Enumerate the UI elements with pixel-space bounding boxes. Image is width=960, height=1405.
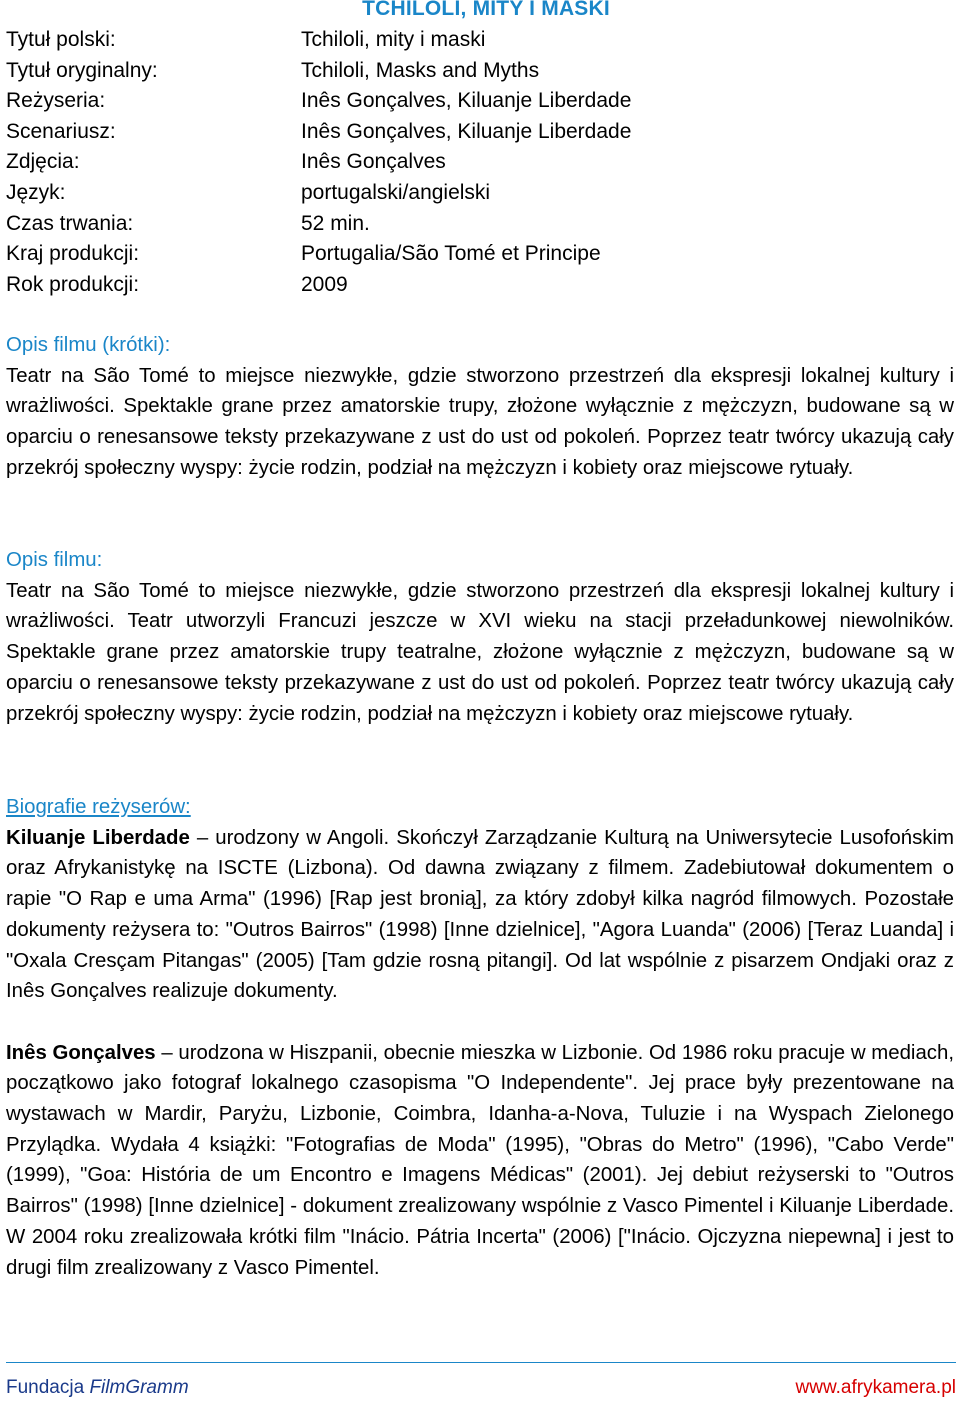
meta-row-language bbox=[6, 178, 954, 209]
meta-label: Tytuł polski: bbox=[6, 28, 116, 51]
bio-ines-name: Inês Gonçalves bbox=[6, 1041, 156, 1064]
meta-label: Scenariusz: bbox=[6, 119, 116, 143]
meta-value: 2009 bbox=[301, 272, 348, 296]
short-description-text: Teatr na São Tomé to miejsce niezwykłe, gdzie stworzono przestrzeń dla ekspresji lokalnej kultury i wrażliwości. Spektakle grane przez amatorskie trupy, złożone wyłącznie z mężczyzn, budowane są w oparciu o renesansowe teksty przekazywane z ust do ust od pokoleń. Poprzez teatr twórcy ukazują cały przekrój społeczny wyspy: życie rodzin, podział na mężczyzn i kobiety oraz miejscowe rytuały. bbox=[6, 364, 954, 479]
document-title: TCHILOLI, MITY I MASKI bbox=[362, 0, 610, 20]
short-description-heading: Opis filmu (krótki): bbox=[6, 334, 171, 356]
meta-value: Portugalia/São Tomé et Principe bbox=[301, 242, 601, 266]
meta-label: Czas trwania: bbox=[6, 211, 134, 235]
bio-ines-text: – urodzona w Hiszpanii, obecnie mieszka w Lizbonie. Od 1986 roku pracuje w mediach, początkowo jako fotograf lokalnego czasopisma "O Independente". Jej prace były prezentowane na wystawach w Mardir, Paryżu, Lizbonie, Coimbra, Idanha-a-Nova, Tuluzie i na Wyspach Zielonego Przylądka. Wydała 4 książki: "Fotografias de Moda" (1995), "Obras do Metro" (1996), "Cabo Verde" (1999), "Goa: História de um Encontro e Imagens Médicas" (2001). Jej debiut reżyserski to "Outros Bairros" (1998) [Inne dzielnice] - dokument zrealizowany wspólnie z Vasco Pimentel i Kiluanje Liberdade. W 2004 roku zrealizowała krótki film "Inácio. Pátria Incerta" (2006) ["Inácio. Ojczyzna niepewna] i jest to drugi film zrealizowany z Vasco Pimentel. bbox=[6, 1041, 954, 1279]
meta-value: Tchiloli, mity i maski bbox=[301, 28, 486, 51]
biographies-heading: Biografie reżyserów: bbox=[6, 796, 191, 818]
footer-website-link[interactable]: www.afrykamera.pl bbox=[795, 1377, 956, 1398]
long-description-section bbox=[6, 545, 954, 729]
bio-kiluanje-text: – urodzony w Angoli. Skończył Zarządzanie Kulturą na Uniwersytecie Lusofońskim oraz Afrykanistykę na ISCTE (Lizbona). Od dawna związany z filmem. Zadebiutował dokumentem o rapie "O Rap e uma Arma" (1996) [Rap jest bronią], za który zdobył kilka nagród filmowych. Pozostałe dokumenty reżysera to: "Outros Bairros" (1998) [Inne dzielnice], "Agora Luanda" (2006) [Teraz Luanda] i "Oxala Cresçam Pitangas" (2005) [Tam gdzie rosną pitangi]. Od lat wspólnie z pisarzem Ondjaki oraz z Inês Gonçalves realizuje dokumenty. bbox=[6, 826, 954, 1003]
meta-value: 52 min. bbox=[301, 211, 370, 235]
meta-label: Reżyseria: bbox=[6, 89, 106, 113]
meta-label: Tytuł oryginalny: bbox=[6, 58, 158, 82]
bio-kiluanje-name: Kiluanje Liberdade bbox=[6, 826, 190, 849]
long-description-heading: Opis filmu: bbox=[6, 549, 103, 571]
meta-label: Kraj produkcji: bbox=[6, 242, 140, 266]
meta-row-year bbox=[6, 270, 954, 301]
meta-row-cinematography bbox=[6, 147, 954, 178]
meta-row-original-title bbox=[6, 56, 954, 87]
meta-row-duration bbox=[6, 209, 954, 240]
bio-ines bbox=[6, 1038, 954, 1284]
meta-value: portugalski/angielski bbox=[301, 180, 491, 204]
meta-label: Zdjęcia: bbox=[6, 150, 80, 174]
page-footer bbox=[6, 1362, 956, 1405]
short-description-section bbox=[6, 330, 954, 484]
meta-label: Język: bbox=[6, 180, 66, 204]
footer-org-prefix: Fundacja bbox=[6, 1377, 90, 1398]
meta-row-polish-title bbox=[6, 25, 954, 56]
meta-value: Inês Gonçalves bbox=[301, 150, 446, 174]
meta-row-country bbox=[6, 239, 954, 270]
meta-value: Inês Gonçalves, Kiluanje Liberdade bbox=[301, 119, 632, 143]
meta-value: Tchiloli, Masks and Myths bbox=[301, 58, 540, 82]
meta-label: Rok produkcji: bbox=[6, 272, 140, 296]
meta-value: Inês Gonçalves, Kiluanje Liberdade bbox=[301, 89, 632, 113]
footer-organization bbox=[6, 1377, 189, 1399]
film-metadata bbox=[6, 25, 954, 300]
biographies-section bbox=[6, 792, 954, 1283]
footer-org-name: FilmGramm bbox=[89, 1377, 189, 1398]
bio-kiluanje bbox=[6, 823, 954, 1007]
meta-row-screenplay bbox=[6, 117, 954, 148]
meta-row-director bbox=[6, 86, 954, 117]
long-description-text: Teatr na São Tomé to miejsce niezwykłe, gdzie stworzono przestrzeń dla ekspresji lokalnej kultury i wrażliwości. Teatr utworzyli Francuzi jeszcze w XVI wieku na stacji przeładunkowej niewolników. Spektakle grane przez amatorskie trupy teatralne, złożone wyłącznie z mężczyzn, budowane są w oparciu o renesansowe teksty przekazywane z ust do ust od pokoleń. Poprzez teatr twórcy ukazują cały przekrój społeczny wyspy: życie rodzin, podział na mężczyzn i kobiety oraz miejscowe rytuały. bbox=[6, 579, 954, 725]
